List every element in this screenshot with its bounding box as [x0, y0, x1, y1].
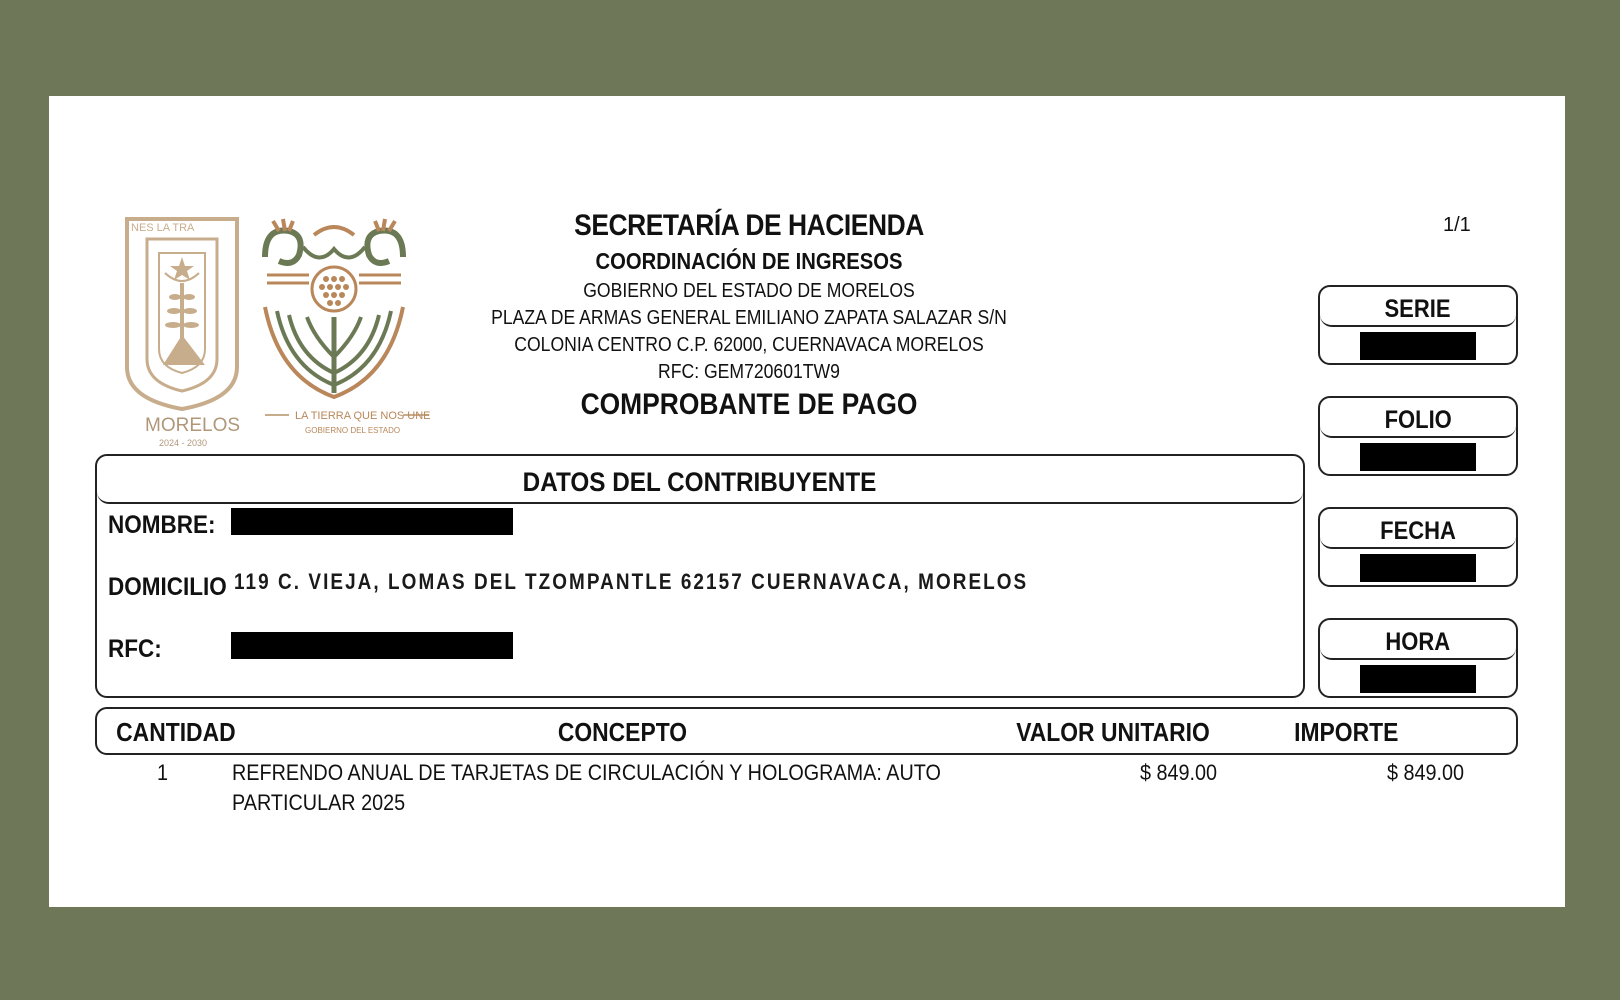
domicilio-value: 119 C. VIEJA, LOMAS DEL TZOMPANTLE 62157 CUERNAVACA, MORELOS [234, 569, 1029, 594]
morelos-seal-icon [127, 219, 240, 448]
serie-label: SERIE [1384, 295, 1452, 323]
rfc-redacted [231, 632, 513, 659]
serie-redacted [1360, 332, 1476, 360]
address-line-2: PLAZA DE ARMAS GENERAL EMILIANO ZAPATA SALAZAR S/N [491, 307, 1007, 329]
header-cantidad: CANTIDAD [116, 717, 236, 747]
row-valor-unitario: $ 849.00 [1140, 760, 1218, 785]
hora-label: HORA [1385, 628, 1451, 656]
domicilio-label: DOMICILIO [108, 573, 227, 601]
address-line-3: COLONIA CENTRO C.P. 62000, CUERNAVACA MORELOS [514, 334, 984, 356]
rfc-label: RFC: [108, 635, 162, 663]
agency-subtitle: COORDINACIÓN DE INGRESOS [595, 248, 903, 274]
row-concepto [232, 758, 1032, 818]
folio-box [1318, 396, 1518, 476]
header-valor-unitario: VALOR UNITARIO [1016, 717, 1210, 747]
header-block [439, 208, 1059, 424]
header-importe: IMPORTE [1294, 717, 1399, 747]
row-concepto-line1: REFRENDO ANUAL DE TARJETAS DE CIRCULACIÓN Y HOLOGRAMA: AUTO [232, 760, 941, 785]
government-logos-icon [125, 217, 455, 449]
table-row [95, 758, 1518, 818]
emblem-slogan: LA TIERRA QUE NOS UNE [295, 410, 431, 422]
serie-box [1318, 285, 1518, 365]
seal-years: 2024 - 2030 [159, 438, 208, 448]
hora-redacted [1360, 665, 1476, 693]
header-concepto: CONCEPTO [557, 717, 688, 747]
seal-name: MORELOS [145, 415, 241, 436]
taxpayer-box [95, 454, 1305, 698]
fecha-label: FECHA [1380, 517, 1456, 545]
tierra-emblem-icon [265, 219, 431, 435]
folio-redacted [1360, 443, 1476, 471]
document-type: COMPROBANTE DE PAGO [580, 388, 918, 421]
nombre-redacted [231, 508, 513, 535]
hora-box [1318, 618, 1518, 698]
emblem-sub: GOBIERNO DEL ESTADO [305, 426, 401, 435]
receipt-sheet [49, 96, 1565, 907]
row-concepto-line2: PARTICULAR 2025 [232, 790, 406, 815]
nombre-label: NOMBRE: [108, 511, 216, 539]
address-line-1: GOBIERNO DEL ESTADO DE MORELOS [583, 280, 915, 302]
seal-ring-text: NES LA TRA [131, 222, 195, 234]
fecha-box [1318, 507, 1518, 587]
row-cantidad: 1 [157, 760, 169, 785]
issuer-rfc: RFC: GEM720601TW9 [658, 361, 840, 383]
fecha-redacted [1360, 554, 1476, 582]
folio-label: FOLIO [1384, 406, 1452, 434]
agency-title: SECRETARÍA DE HACIENDA [574, 209, 924, 242]
page-number: 1/1 [1443, 214, 1471, 236]
items-header [95, 707, 1518, 755]
row-importe: $ 849.00 [1387, 760, 1465, 785]
logos [125, 217, 455, 449]
taxpayer-title: DATOS DEL CONTRIBUYENTE [523, 467, 877, 497]
